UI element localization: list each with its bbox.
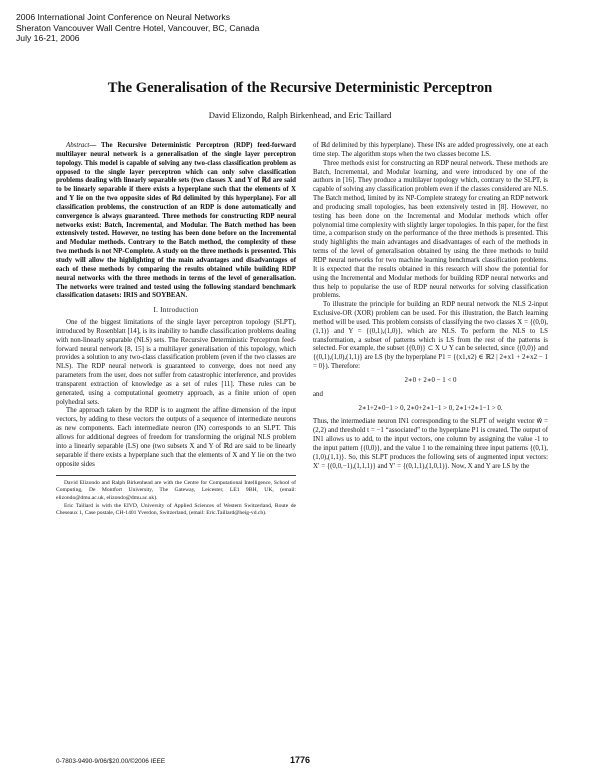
intro-paragraph-2: The approach taken by the RDP is to augment the affine dimension of the input vectors, by adding to these vectors the outputs of a sequence of intermediate neurons as new components. Each intermediate neuron (IN) corresponds to an SLPT. This allows for additional degrees of freedom for transforming the original NLS problem into a linearly separable (LS) one (two subsets X and Y of ℝd are said to be linearly separable if there exists a hyperplane such that the elements of X and Y lie on the two opposite sides [56, 407, 296, 468]
equation-2: 2∗1+2∗0−1 > 0, 2∗0+2∗1−1 > 0, 2∗1+2∗1−1 > 0. [358, 404, 503, 412]
right-column [313, 142, 548, 472]
page-number: 1776 [289, 755, 311, 765]
conference-name: 2006 International Joint Conference on Neural Networks [16, 12, 231, 22]
conference-date: July 16-21, 2006 [16, 33, 80, 44]
conference-header [16, 12, 259, 44]
abstract [56, 142, 296, 301]
equation-1: 2∗0 + 2∗0 − 1 < 0 [404, 376, 457, 384]
right-paragraph-3: To illustrate the principle for building an RDP neural network the NLS 2-input Exclusive-OR (XOR) problem can be used. For this illustration, the Batch learning method will be used. This problem consists of classifying the two classes X = {(0,0),(1,1)} and Y = {(0,1),(1,0)}, which are NLS. To perform the NLS to LS transformation, a subset of patterns which is LS from the rest of the patterns is selected. For example, the subset {(0,0)} ⊂ X ∪ Y can be selected, since {(0,0)} and {(0,1),(1,0),(1,1)} are LS (by the hyperplane P1 = {(x1,x2) ∈ ℝ2 | 2∗x1 + 2∗x2 − 1 = 0}). Therefore: [313, 301, 548, 371]
abstract-label: Abstract [66, 142, 90, 149]
equation-connector: and [313, 390, 323, 398]
section-heading-introduction: I. Introduction [153, 306, 199, 315]
right-paragraph-1: of ℝd delimited by this hyperplane). These INs are added progressively, one at each time step. The algorithm stops when the two classes become LS. [313, 142, 548, 158]
footnote-affiliation-2: Eric Taillard is with the EIVD, University of Applied Sciences of Western Switzerland, Route de Cheseaux 1, Case postale, CH-1401 Yverdon, Switzerland, (email: Eric.Taillard@heig-vd.ch). [56, 502, 296, 516]
left-column [56, 142, 296, 518]
intro-paragraph-1: One of the biggest limitations of the single layer perceptron topology (SLPT), introduced by Rosenblatt [14], is its inability to handle classification problems dealing with non-linearly separable (NLS) sets. The Recursive Deterministic Perceptron feed-forward neural network [8, 15] is a multilayer generalisation of this topology, which provides a solution to any two-class classification problem (even if the two classes are NLS). The RDP neural network is guaranteed to converge, does not need any parameters from the user, does not suffer from catastrophic interference, and provides transparent extraction of knowledge as a set of rules [11]. These rules can be generated, using a computational geometry approach, as a finite union of open polyhedral sets. [56, 319, 296, 406]
paper-authors: David Elizondo, Ralph Birkenhead, and Eric Taillard [208, 110, 392, 120]
abstract-text: — The Recursive Deterministic Perceptron (RDP) feed-forward multilayer neural network is a generalisation of the single layer perceptron topology. This model is capable of solving any two-class classification problem as opposed to the single layer perceptron which can only solve classification problems dealing with linearly separable sets (two classes X and Y of ℝd are said to be linearly separable if there exists a hyperplane such that the elements of X and Y lie on the two opposite sides of ℝd delimited by this hyperplane). For all classification problems, the construction of an RDP is done automatically and convergence is always guaranteed. Three methods for constructing RDP neural networks exist: Batch, Incremental, and Modular. The Batch method has been extensively tested. However, no testing has been done before on the Incremental and Modular methods. Contrary to the Batch method, the complexity of these two methods is not NP-Complete. A study on the three methods is presented. This study will allow the highlighting of the main advantages and disadvantages of each of these methods by comparing the results obtained while building RDP neural networks with the three methods in terms of the level of generalisation. The networks were trained and tested using the following standard benchmark classification datasets: IRIS and SOYBEAN. [56, 142, 296, 300]
right-paragraph-2: Three methods exist for constructing an RDP neural network. These methods are Batch, Incremental, and Modular learning, and were introduced by one of the authors in [16]. They produce a multilayer topology which, contrary to the SLPT, is capable of solving any classification problem even if the classes considered are NLS. The Batch method, limited by its NP-Complete strategy for creating an RDP network and producing small topologies, has been extensively tested in [8]. However, no testing has been done on the Incremental and Modular methods which offer polynomial time complexity with slightly larger topologies. In this paper, for the first time, a comparison study on the performance of the three methods is presented. This study highlights the main advantages and disadvantages of each of the methods in terms of the level of generalisation obtained by using the three methods to build RDP neural networks for two machine learning benchmark classification problems. It is expected that the results obtained in this research will show the potential for using the Incremental and Modular methods for building RDP neural networks and thus help to popularise the use of RDP neural networks for solving classification problems. [313, 159, 548, 300]
copyright-notice: 0-7803-9490-9/06/$20.00/©2006 IEEE [56, 758, 166, 765]
author-footnotes [56, 475, 296, 516]
footnote-affiliation-1: David Elizondo and Ralph Birkenhead are with the Centre for Computational Intelligence, School of Computing, De Montfort University, The Gateway, Leicester, LE1 9BH, UK, (email: elizondo@dmu.ac.uk, elizondo@dmu.ac.uk). [56, 480, 296, 501]
right-paragraph-4: Thus, the intermediate neuron IN1 corresponding to the SLPT of weight vector w⃗ = (2,2) and threshold t = −1 “associated” to the hyperplane P1 is created. The output of IN1 allows us to add, to the input vectors, one column by assigning the value -1 to the input pattern {(0,0)}, and the value 1 to the remaining three input patterns {(0,1),(1,0),(1,1)}. So, this SLPT produces the following sets of augmented input vectors: X′ = {(0,0,−1),(1,1,1)} and Y′ = {(0,1,1),(1,0,1)}. Now, X and Y are LS by the [313, 418, 548, 470]
paper-title: The Generalisation of the Recursive Deterministic Perceptron [107, 80, 493, 96]
conference-venue: Sheraton Vancouver Wall Centre Hotel, Vancouver, BC, Canada [16, 22, 260, 33]
